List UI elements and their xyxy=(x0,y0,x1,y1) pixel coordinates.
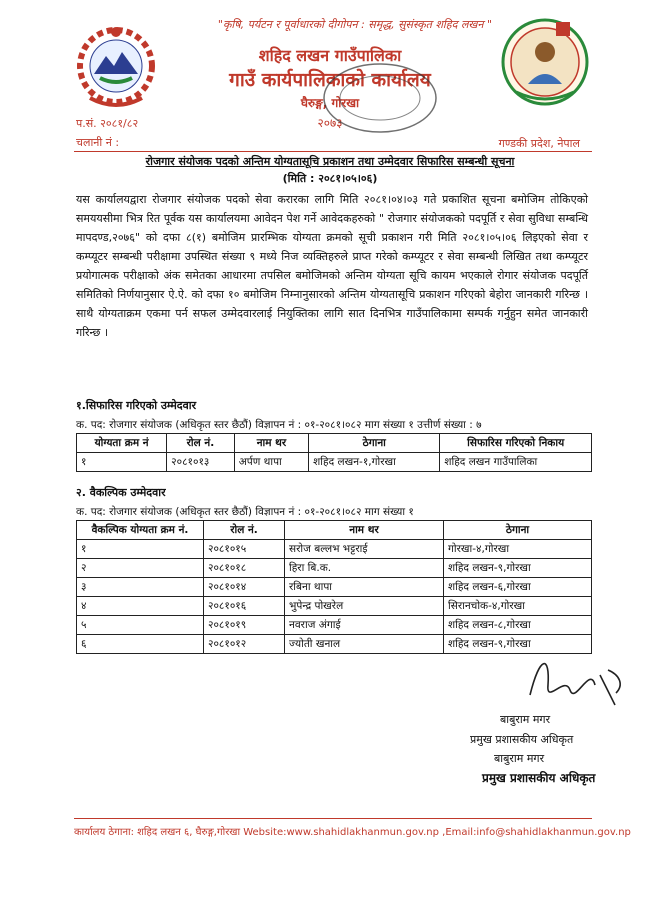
table-cell: २०८१०१३ xyxy=(167,453,235,472)
notice-body: यस कार्यालयद्वारा रोजगार संयोजक पदको सेवा करारका लागि मिति २०८१।०४।०३ गते प्रकाशित सूचना बमोजिम तोकिएको समययसीमा भित्र रित पूर्वक यस कार्यालयमा आवेदन पेश गर्ने आवेदकहरुको " रोजगार संयोजकको पदपूर्ति र सेवा सुविधा सम्बन्धि मापदण्ड,२०७६" को दफा ८(१) बमोजिम प्रारम्भिक योग्यता क्रमको सूची प्रकाशन गरी मिति २०८१।०५।०६ लिइएको सेवा र कम्प्यूटर सम्बन्धी परीक्षामा उपस्थित संख्या ९ मध्ये निज व्यक्तिहरुले प्राप्त गरेको कम्प्यूटर र सेवा सम्बन्धी लिखित तथा कम्प्यूटर प्रयोगात्मक परीक्षाको अंक समेतका आधारमा तपसिल बमोजिमको अन्तिम योग्यता सूचि कायम भएकाले रोगार संयोजक पदपूर्ति समितिको निर्णयानुसार ऐ.ऐ. को दफा १० बमोजिम निम्नानुसारको अन्तिम योग्यतासूचि प्रकाशन गरिएको बेहोरा जानकारी गरिन्छ । साथै योग्यताक्रम एकमा पर्न सफल उम्मेदवारलाई नियुक्तिका लागि सात दिनभित्र गाउँपालिकामा सम्पर्क गर्नुहुन समेत जानकारी गरिन्छ । xyxy=(76,193,588,339)
table-cell: शहिद लखन-९,गोरखा xyxy=(444,635,592,654)
table-cell: ज्योती खनाल xyxy=(285,635,444,654)
table-cell: गोरखा-४,गोरखा xyxy=(444,540,592,559)
table-cell: २०८१०१९ xyxy=(204,616,285,635)
table-header: नाम थर xyxy=(285,521,444,540)
signatory-title: प्रमुख प्रशासकीय अधिकृत xyxy=(470,733,574,746)
table-cell: ३ xyxy=(77,578,204,597)
table-header-row xyxy=(77,434,592,453)
notice-subject: रोजगार संयोजक पदको अन्तिम योग्यतासूचि प्रकाशन तथा उम्मेदवार सिफारिस सम्बन्धी सूचना xyxy=(145,155,515,168)
table-cell: ५ xyxy=(77,616,204,635)
table-header: ठेगाना xyxy=(444,521,592,540)
table-header-row xyxy=(77,521,592,540)
table-cell: १ xyxy=(77,453,167,472)
stamp-title: प्रमुख प्रशासकीय अधिकृत xyxy=(482,771,596,785)
table-row xyxy=(77,616,592,635)
table-row xyxy=(77,597,592,616)
table-header: रोल नं. xyxy=(167,434,235,453)
stamp-name: बाबुराम मगर xyxy=(494,752,545,765)
table-cell: २०८१०१४ xyxy=(204,578,285,597)
nepal-emblem-icon xyxy=(70,18,162,113)
table-header: नाम थर xyxy=(234,434,308,453)
header-divider xyxy=(74,151,592,152)
table-row xyxy=(77,635,592,654)
table-cell: हिरा बि.क. xyxy=(285,559,444,578)
office-name: गाउँ कार्यपालिकाको कार्यालय xyxy=(229,69,431,91)
table-cell: शहिद लखन गाउँपालिका xyxy=(440,453,592,472)
table-header: वैकल्पिक योग्यता क्रम नं. xyxy=(77,521,204,540)
table-cell: सरोज बल्लभ भट्टराई xyxy=(285,540,444,559)
table-row xyxy=(77,559,592,578)
header-motto: "कृषि, पर्यटन र पूर्वाधारको दीगोपन : समृद्ध, सुसंस्कृत शहिद लखन " xyxy=(217,18,493,31)
signatory-name: बाबुराम मगर xyxy=(500,713,551,726)
table-cell: रबिना थापा xyxy=(285,578,444,597)
office-address: घैरुङ्ग, गोरखा xyxy=(300,96,360,110)
table-cell: २ xyxy=(77,559,204,578)
alternate-table xyxy=(76,520,592,654)
table-cell: शहिद लखन-९,गोरखा xyxy=(444,559,592,578)
table-cell: ४ xyxy=(77,597,204,616)
table-cell: सिरानचोक-४,गोरखा xyxy=(444,597,592,616)
recommended-table xyxy=(76,433,592,472)
reference-number: प.सं. २०८१/८२ xyxy=(76,117,139,130)
table-row xyxy=(77,578,592,597)
table-cell: शहिद लखन-६,गोरखा xyxy=(444,578,592,597)
notice-date: (मिति : २०८१।०५।०६) xyxy=(282,172,378,185)
table-row xyxy=(77,453,592,472)
table-cell: २०८१०१५ xyxy=(204,540,285,559)
office-stamp xyxy=(320,58,440,138)
dispatch-number: चलानी नं : xyxy=(76,136,120,149)
table-cell: नवराज अंगाई xyxy=(285,616,444,635)
section1-title: १.सिफारिस गरिएको उम्मेदवार xyxy=(76,399,197,412)
table-cell: शहिद लखन-१,गोरखा xyxy=(309,453,440,472)
established-year: २०७३ xyxy=(317,116,343,130)
table-header: सिफारिस गरिएको निकाय xyxy=(440,434,592,453)
table-cell: २०८१०१६ xyxy=(204,597,285,616)
table-cell: २०८१०१८ xyxy=(204,559,285,578)
footer-divider xyxy=(74,818,592,819)
table-cell: २०८१०१२ xyxy=(204,635,285,654)
section2-post-line: क. पद: रोजगार संयोजक (अधिकृत स्तर छैठौं) विज्ञापन नं : ०१-२०८१।०८२ माग संख्या १ xyxy=(76,506,414,518)
section1-post-line: क. पद: रोजगार संयोजक (अधिकृत स्तर छैठौं) विज्ञापन नं : ०१-२०८१।०८२ माग संख्या १ उत्तीर्ण संख्या : ७ xyxy=(76,419,482,431)
table-cell: १ xyxy=(77,540,204,559)
municipality-logo-icon xyxy=(498,14,592,110)
table-cell: अर्पण थापा xyxy=(234,453,308,472)
table-header: ठेगाना xyxy=(309,434,440,453)
handwritten-signature xyxy=(520,645,630,715)
table-cell: ६ xyxy=(77,635,204,654)
province-label: गण्डकी प्रदेश, नेपाल xyxy=(498,137,580,150)
section2-title: २. वैकल्पिक उम्मेदवार xyxy=(76,486,166,499)
table-row xyxy=(77,540,592,559)
table-cell: शहिद लखन-८,गोरखा xyxy=(444,616,592,635)
table-header: योग्यता क्रम नं xyxy=(77,434,167,453)
table-header: रोल नं. xyxy=(204,521,285,540)
table-cell: भुपेन्द्र पोखरेल xyxy=(285,597,444,616)
municipality-name: शहिद लखन गाउँपालिका xyxy=(258,46,402,65)
footer-contact: कार्यालय ठेगाना: शहिद लखन ६, घैरुङ्ग,गोरखा Website:www.shahidlakhanmun.gov.np ,Email:info@shahidlakhanmun.gov.np xyxy=(74,827,631,838)
